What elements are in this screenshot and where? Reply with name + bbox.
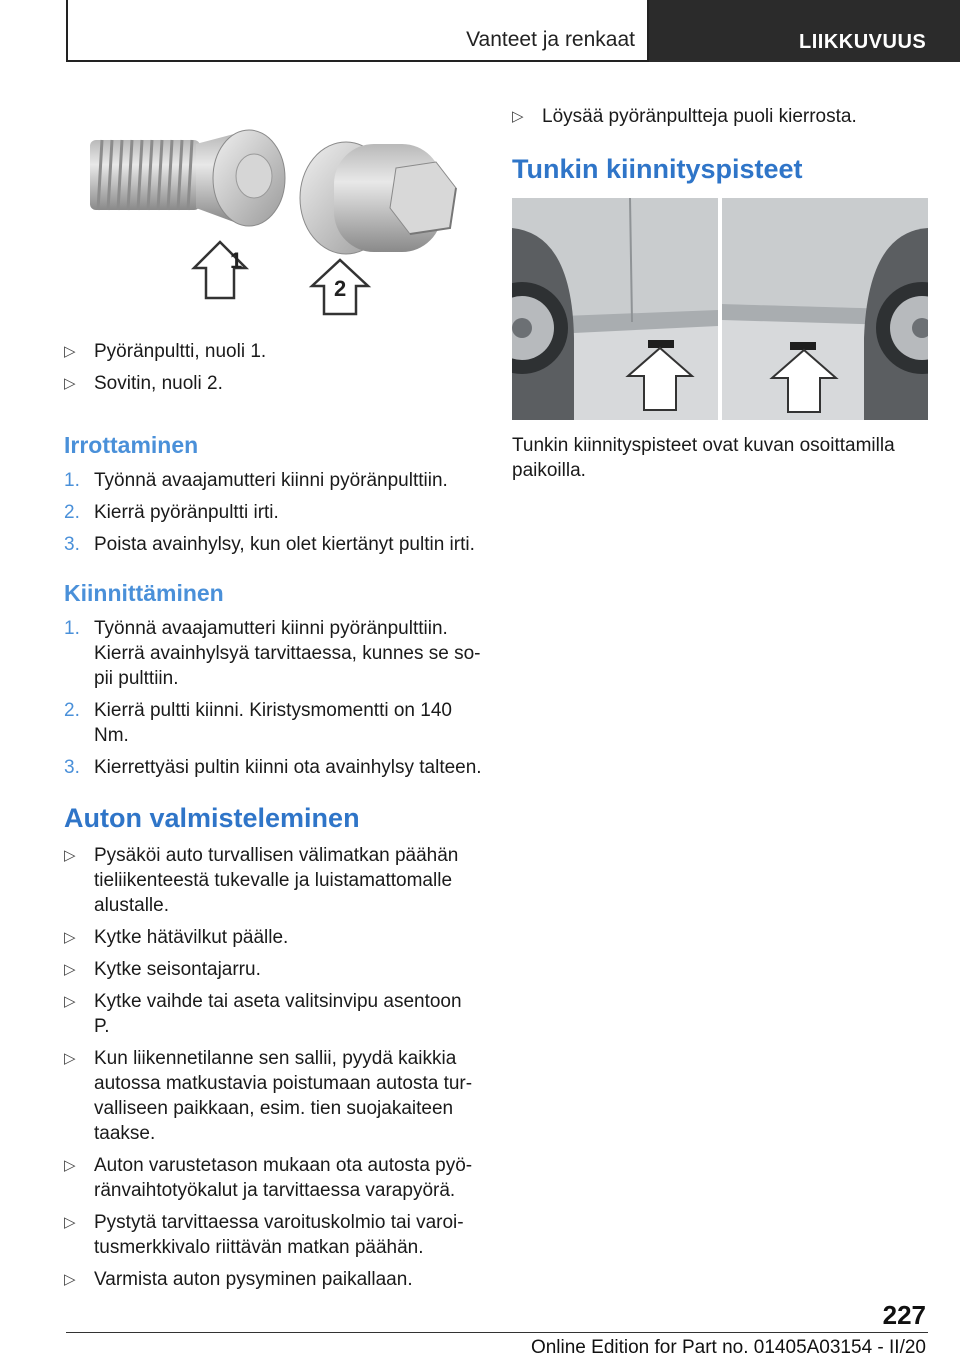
bolt-parts-list xyxy=(64,339,482,403)
arrow-1-label: 1 xyxy=(230,248,243,273)
triangle-bullet-icon: ▷ xyxy=(64,343,76,360)
jacking-points-caption: Tunkin kiinnityspisteet ovat kuvan osoittamilla paikoilla. xyxy=(512,435,895,481)
jacking-point-front-panel xyxy=(512,198,718,420)
step-number: 1. xyxy=(64,470,80,491)
triangle-bullet-icon: ▷ xyxy=(64,1157,76,1174)
list-item: ▷ Sovitin, nuoli 2. xyxy=(64,373,223,394)
footer-divider xyxy=(66,1332,928,1333)
list-item: ▷ Pyöränpultti, nuoli 1. xyxy=(64,341,267,362)
list-item: 2. Kierrä pultti kiinni. Kiristysmomentti on 140 Nm. xyxy=(64,700,452,746)
loosen-bolts-list xyxy=(512,104,932,136)
bolt-thread xyxy=(90,140,200,210)
list-item: 3. Kierrettyäsi pultin kiinni ota avainhylsy talteen. xyxy=(64,757,482,778)
adapter-socket xyxy=(300,142,456,254)
triangle-bullet-icon: ▷ xyxy=(64,375,76,392)
wheel-bolt-illustration xyxy=(84,118,470,316)
triangle-bullet-icon: ▷ xyxy=(64,1271,76,1288)
header-chapter-title: LIIKKUVUUS xyxy=(649,0,960,62)
triangle-bullet-icon: ▷ xyxy=(64,1214,76,1231)
list-item: 3. Poista avainhylsy, kun olet kiertänyt pultin irti. xyxy=(64,534,475,555)
step-number: 2. xyxy=(64,502,80,523)
list-item: ▷ Varmista auton pysyminen paikallaan. xyxy=(64,1269,413,1290)
step-number: 3. xyxy=(64,534,80,555)
list-item: ▷ Pystytä tarvittaessa varoituskolmio tai varoi-tusmerkkivalo riittävän matkan päähän. xyxy=(64,1212,464,1258)
step-number: 3. xyxy=(64,757,80,778)
preparing-list xyxy=(64,843,482,1299)
triangle-bullet-icon: ▷ xyxy=(512,108,524,125)
list-item: ▷ Kytke seisontajarru. xyxy=(64,959,261,980)
list-item: ▷ Kytke hätävilkut päälle. xyxy=(64,927,289,948)
mounting-heading: Kiinnittäminen xyxy=(64,580,224,606)
arrow-2-label: 2 xyxy=(334,276,347,301)
jacking-points-heading: Tunkin kiinnityspisteet xyxy=(512,154,803,184)
triangle-bullet-icon: ▷ xyxy=(64,961,76,978)
list-item: ▷ Kytke vaihde tai aseta valitsinvipu asentoon P. xyxy=(64,991,462,1037)
triangle-bullet-icon: ▷ xyxy=(64,993,76,1010)
mounting-steps xyxy=(64,616,482,787)
page-number: 227 xyxy=(882,1300,926,1330)
triangle-bullet-icon: ▷ xyxy=(64,847,76,864)
triangle-bullet-icon: ▷ xyxy=(64,1050,76,1067)
list-item: 1. Työnnä avaajamutteri kiinni pyöränpulttiin. Kierrä avainhylsyä tarvittaessa, kunnes se so-pii pulttiin. xyxy=(64,618,481,689)
header-section-title: Vanteet ja renkaat xyxy=(466,28,635,51)
list-item: 2. Kierrä pyöränpultti irti. xyxy=(64,502,279,523)
triangle-bullet-icon: ▷ xyxy=(64,929,76,946)
jacking-points-illustration xyxy=(512,198,928,420)
list-item: ▷ Pysäköi auto turvallisen välimatkan päähän tieliikenteestä tukevalle ja luistamattomalle alustalle. xyxy=(64,845,459,916)
list-item: ▷ Auton varustetason mukaan ota autosta pyö-ränvaihtotyökalut ja tarvittaessa varapyörä. xyxy=(64,1155,473,1201)
list-item: 1. Työnnä avaajamutteri kiinni pyöränpulttiin. xyxy=(64,470,448,491)
list-item: ▷ Löysää pyöränpultteja puoli kierrosta. xyxy=(512,106,857,127)
step-number: 2. xyxy=(64,700,80,721)
page-header xyxy=(66,0,960,64)
removing-heading: Irrottaminen xyxy=(64,432,199,458)
footer-edition: Online Edition for Part no. 01405A03154 - II/20 xyxy=(530,1337,926,1358)
jacking-point-rear-panel xyxy=(722,198,928,420)
list-item: ▷ Kun liikennetilanne sen sallii, pyydä kaikkia autossa matkustavia poistumaan autosta tur-valliseen paikkaan, esim. tien suojakaiteen taakse. xyxy=(64,1048,473,1144)
step-number: 1. xyxy=(64,618,80,639)
removing-steps xyxy=(64,468,482,564)
preparing-heading: Auton valmisteleminen xyxy=(64,803,360,833)
